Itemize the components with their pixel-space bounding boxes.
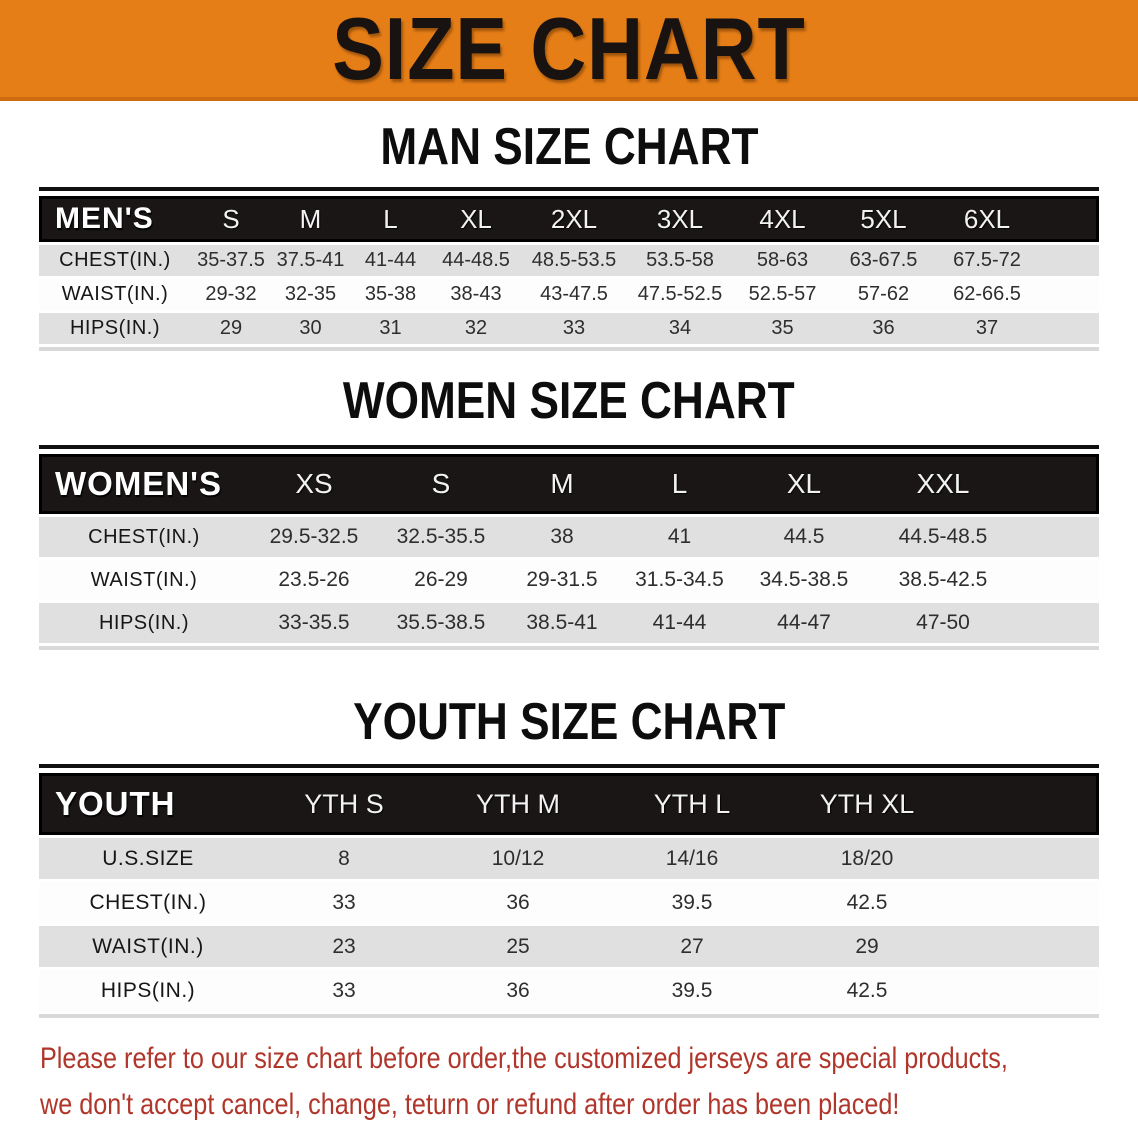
men-cell: 52.5-57 bbox=[748, 283, 817, 305]
women-cell: 26-29 bbox=[414, 568, 468, 591]
women-size-chart-section bbox=[0, 372, 1138, 650]
men-cell: 43-47.5 bbox=[540, 283, 608, 305]
men-column-header: S bbox=[222, 203, 240, 234]
banner-title: SIZE CHART bbox=[332, 0, 806, 98]
women-cell: 31.5-34.5 bbox=[635, 568, 724, 591]
youth-table-row bbox=[39, 926, 1099, 967]
women-cell: 33-35.5 bbox=[278, 611, 350, 634]
men-cell: 31 bbox=[379, 317, 402, 339]
men-cell: 29-32 bbox=[205, 283, 257, 305]
youth-cell: 39.5 bbox=[671, 978, 713, 1002]
man-section-title: MAN SIZE CHART bbox=[379, 118, 759, 176]
women-cell: 44.5-48.5 bbox=[898, 525, 988, 548]
women-header-row bbox=[39, 454, 1099, 514]
men-cell: 63-67.5 bbox=[849, 249, 918, 271]
women-cell: 47-50 bbox=[916, 611, 970, 634]
men-cell: 58-63 bbox=[756, 249, 809, 271]
men-cell: 35 bbox=[771, 317, 794, 339]
youth-cell: 23 bbox=[332, 934, 356, 958]
men-row-label: WAIST(IN.) bbox=[61, 283, 169, 305]
men-column-header: 5XL bbox=[860, 203, 907, 234]
youth-cell: 33 bbox=[332, 890, 356, 914]
women-table-row bbox=[39, 560, 1099, 600]
men-row-label: CHEST(IN.) bbox=[59, 249, 171, 271]
women-cell: 23.5-26 bbox=[278, 568, 350, 591]
women-table-row bbox=[39, 603, 1099, 643]
men-bottom-rule bbox=[39, 347, 1099, 351]
men-column-header: L bbox=[383, 203, 398, 234]
women-cell: 32.5-35.5 bbox=[396, 525, 486, 548]
men-cell: 29 bbox=[219, 317, 243, 339]
youth-column-header: YTH S bbox=[304, 788, 384, 819]
women-column-header: M bbox=[550, 468, 574, 499]
youth-cell: 42.5 bbox=[846, 890, 888, 914]
men-column-header: 4XL bbox=[759, 203, 806, 234]
men-corner-label: MEN'S bbox=[55, 202, 154, 235]
youth-cell: 8 bbox=[338, 846, 350, 870]
men-row-label: HIPS(IN.) bbox=[69, 317, 161, 339]
women-cell: 29.5-32.5 bbox=[269, 525, 359, 548]
size-chart-banner bbox=[0, 0, 1138, 101]
men-cell: 32-35 bbox=[284, 283, 337, 305]
men-cell: 44-48.5 bbox=[442, 249, 510, 271]
men-cell: 57-62 bbox=[857, 283, 910, 305]
men-table-row bbox=[39, 279, 1099, 310]
women-column-header: XS bbox=[295, 468, 333, 499]
men-column-header: XL bbox=[460, 203, 492, 234]
youth-column-header: YTH M bbox=[476, 788, 560, 819]
disclaimer-line-1: Please refer to our size chart before order,the customized jerseys are special products, bbox=[40, 1042, 1008, 1075]
women-cell: 44-47 bbox=[777, 611, 831, 634]
women-cell: 38.5-42.5 bbox=[898, 568, 988, 591]
youth-size-chart-section bbox=[0, 693, 1138, 1018]
women-cell: 38 bbox=[550, 525, 574, 548]
youth-cell: 27 bbox=[680, 934, 704, 958]
women-column-header: L bbox=[671, 468, 688, 499]
men-cell: 35-38 bbox=[364, 283, 417, 305]
youth-row-label: CHEST(IN.) bbox=[89, 890, 207, 914]
women-size-table bbox=[39, 445, 1099, 650]
youth-row-label: HIPS(IN.) bbox=[100, 978, 196, 1002]
women-bottom-rule bbox=[39, 646, 1099, 650]
women-cell: 34.5-38.5 bbox=[759, 568, 849, 591]
men-table-row bbox=[39, 245, 1099, 276]
youth-cell: 14/16 bbox=[665, 846, 719, 870]
youth-cell: 18/20 bbox=[840, 846, 894, 870]
men-cell: 35-37.5 bbox=[197, 249, 265, 271]
youth-bottom-rule bbox=[39, 1014, 1099, 1018]
women-row-label: WAIST(IN.) bbox=[90, 568, 198, 591]
youth-table-row bbox=[39, 882, 1099, 923]
men-cell: 34 bbox=[668, 317, 692, 339]
men-column-header: 6XL bbox=[963, 203, 1011, 234]
youth-top-rule bbox=[39, 764, 1099, 768]
men-cell: 32 bbox=[464, 317, 488, 339]
youth-cell: 39.5 bbox=[671, 890, 713, 914]
youth-row-label: U.S.SIZE bbox=[102, 846, 194, 870]
youth-cell: 36 bbox=[506, 890, 530, 914]
youth-column-header: YTH L bbox=[653, 788, 731, 819]
women-cell: 35.5-38.5 bbox=[396, 611, 486, 634]
men-column-header: 3XL bbox=[656, 203, 704, 234]
men-cell: 48.5-53.5 bbox=[531, 249, 617, 271]
disclaimer-line-2: we don't accept cancel, change, teturn or refund after order has been placed! bbox=[40, 1088, 900, 1121]
men-cell: 36 bbox=[872, 317, 895, 339]
youth-header-row bbox=[39, 773, 1099, 835]
men-column-header: M bbox=[299, 203, 322, 234]
youth-cell: 25 bbox=[506, 934, 530, 958]
men-cell: 53.5-58 bbox=[646, 249, 714, 271]
women-cell: 44.5 bbox=[783, 525, 825, 548]
youth-row-label: WAIST(IN.) bbox=[92, 934, 204, 958]
youth-table-row bbox=[39, 838, 1099, 879]
women-cell: 41 bbox=[667, 525, 692, 548]
women-corner-label: WOMEN'S bbox=[55, 465, 223, 502]
youth-column-header: YTH XL bbox=[819, 788, 915, 819]
youth-table-row bbox=[39, 970, 1099, 1011]
men-cell: 38-43 bbox=[450, 283, 502, 305]
youth-section-title: YOUTH SIZE CHART bbox=[352, 693, 786, 751]
men-top-rule bbox=[39, 187, 1099, 191]
youth-cell: 29 bbox=[855, 934, 879, 958]
women-row-label: CHEST(IN.) bbox=[88, 525, 200, 548]
youth-corner-label: YOUTH bbox=[55, 785, 176, 822]
order-disclaimer bbox=[40, 1036, 1138, 1128]
women-column-header: S bbox=[431, 468, 451, 499]
men-cell: 33 bbox=[562, 317, 586, 339]
men-cell: 41-44 bbox=[364, 249, 417, 271]
women-cell: 38.5-41 bbox=[526, 611, 598, 634]
men-cell: 37 bbox=[975, 317, 999, 339]
youth-size-table bbox=[39, 764, 1099, 1018]
men-cell: 67.5-72 bbox=[953, 249, 1021, 271]
men-cell: 37.5-41 bbox=[276, 249, 345, 271]
youth-cell: 42.5 bbox=[846, 978, 888, 1002]
men-header-row bbox=[39, 196, 1099, 242]
youth-cell: 33 bbox=[332, 978, 356, 1002]
women-row-label: HIPS(IN.) bbox=[98, 611, 190, 634]
youth-cell: 10/12 bbox=[491, 846, 545, 870]
women-section-title: WOMEN SIZE CHART bbox=[343, 372, 795, 430]
women-top-rule bbox=[39, 445, 1099, 449]
men-cell: 47.5-52.5 bbox=[637, 283, 723, 305]
men-cell: 62-66.5 bbox=[953, 283, 1021, 305]
man-size-chart-section bbox=[0, 118, 1138, 351]
men-size-table bbox=[39, 187, 1099, 351]
men-cell: 30 bbox=[299, 317, 322, 339]
women-column-header: XXL bbox=[916, 468, 970, 499]
women-column-header: XL bbox=[786, 468, 822, 499]
women-cell: 29-31.5 bbox=[526, 568, 598, 591]
men-table-row bbox=[39, 313, 1099, 344]
women-cell: 41-44 bbox=[652, 611, 707, 634]
women-table-row bbox=[39, 517, 1099, 557]
men-column-header: 2XL bbox=[550, 203, 598, 234]
youth-cell: 36 bbox=[506, 978, 530, 1002]
